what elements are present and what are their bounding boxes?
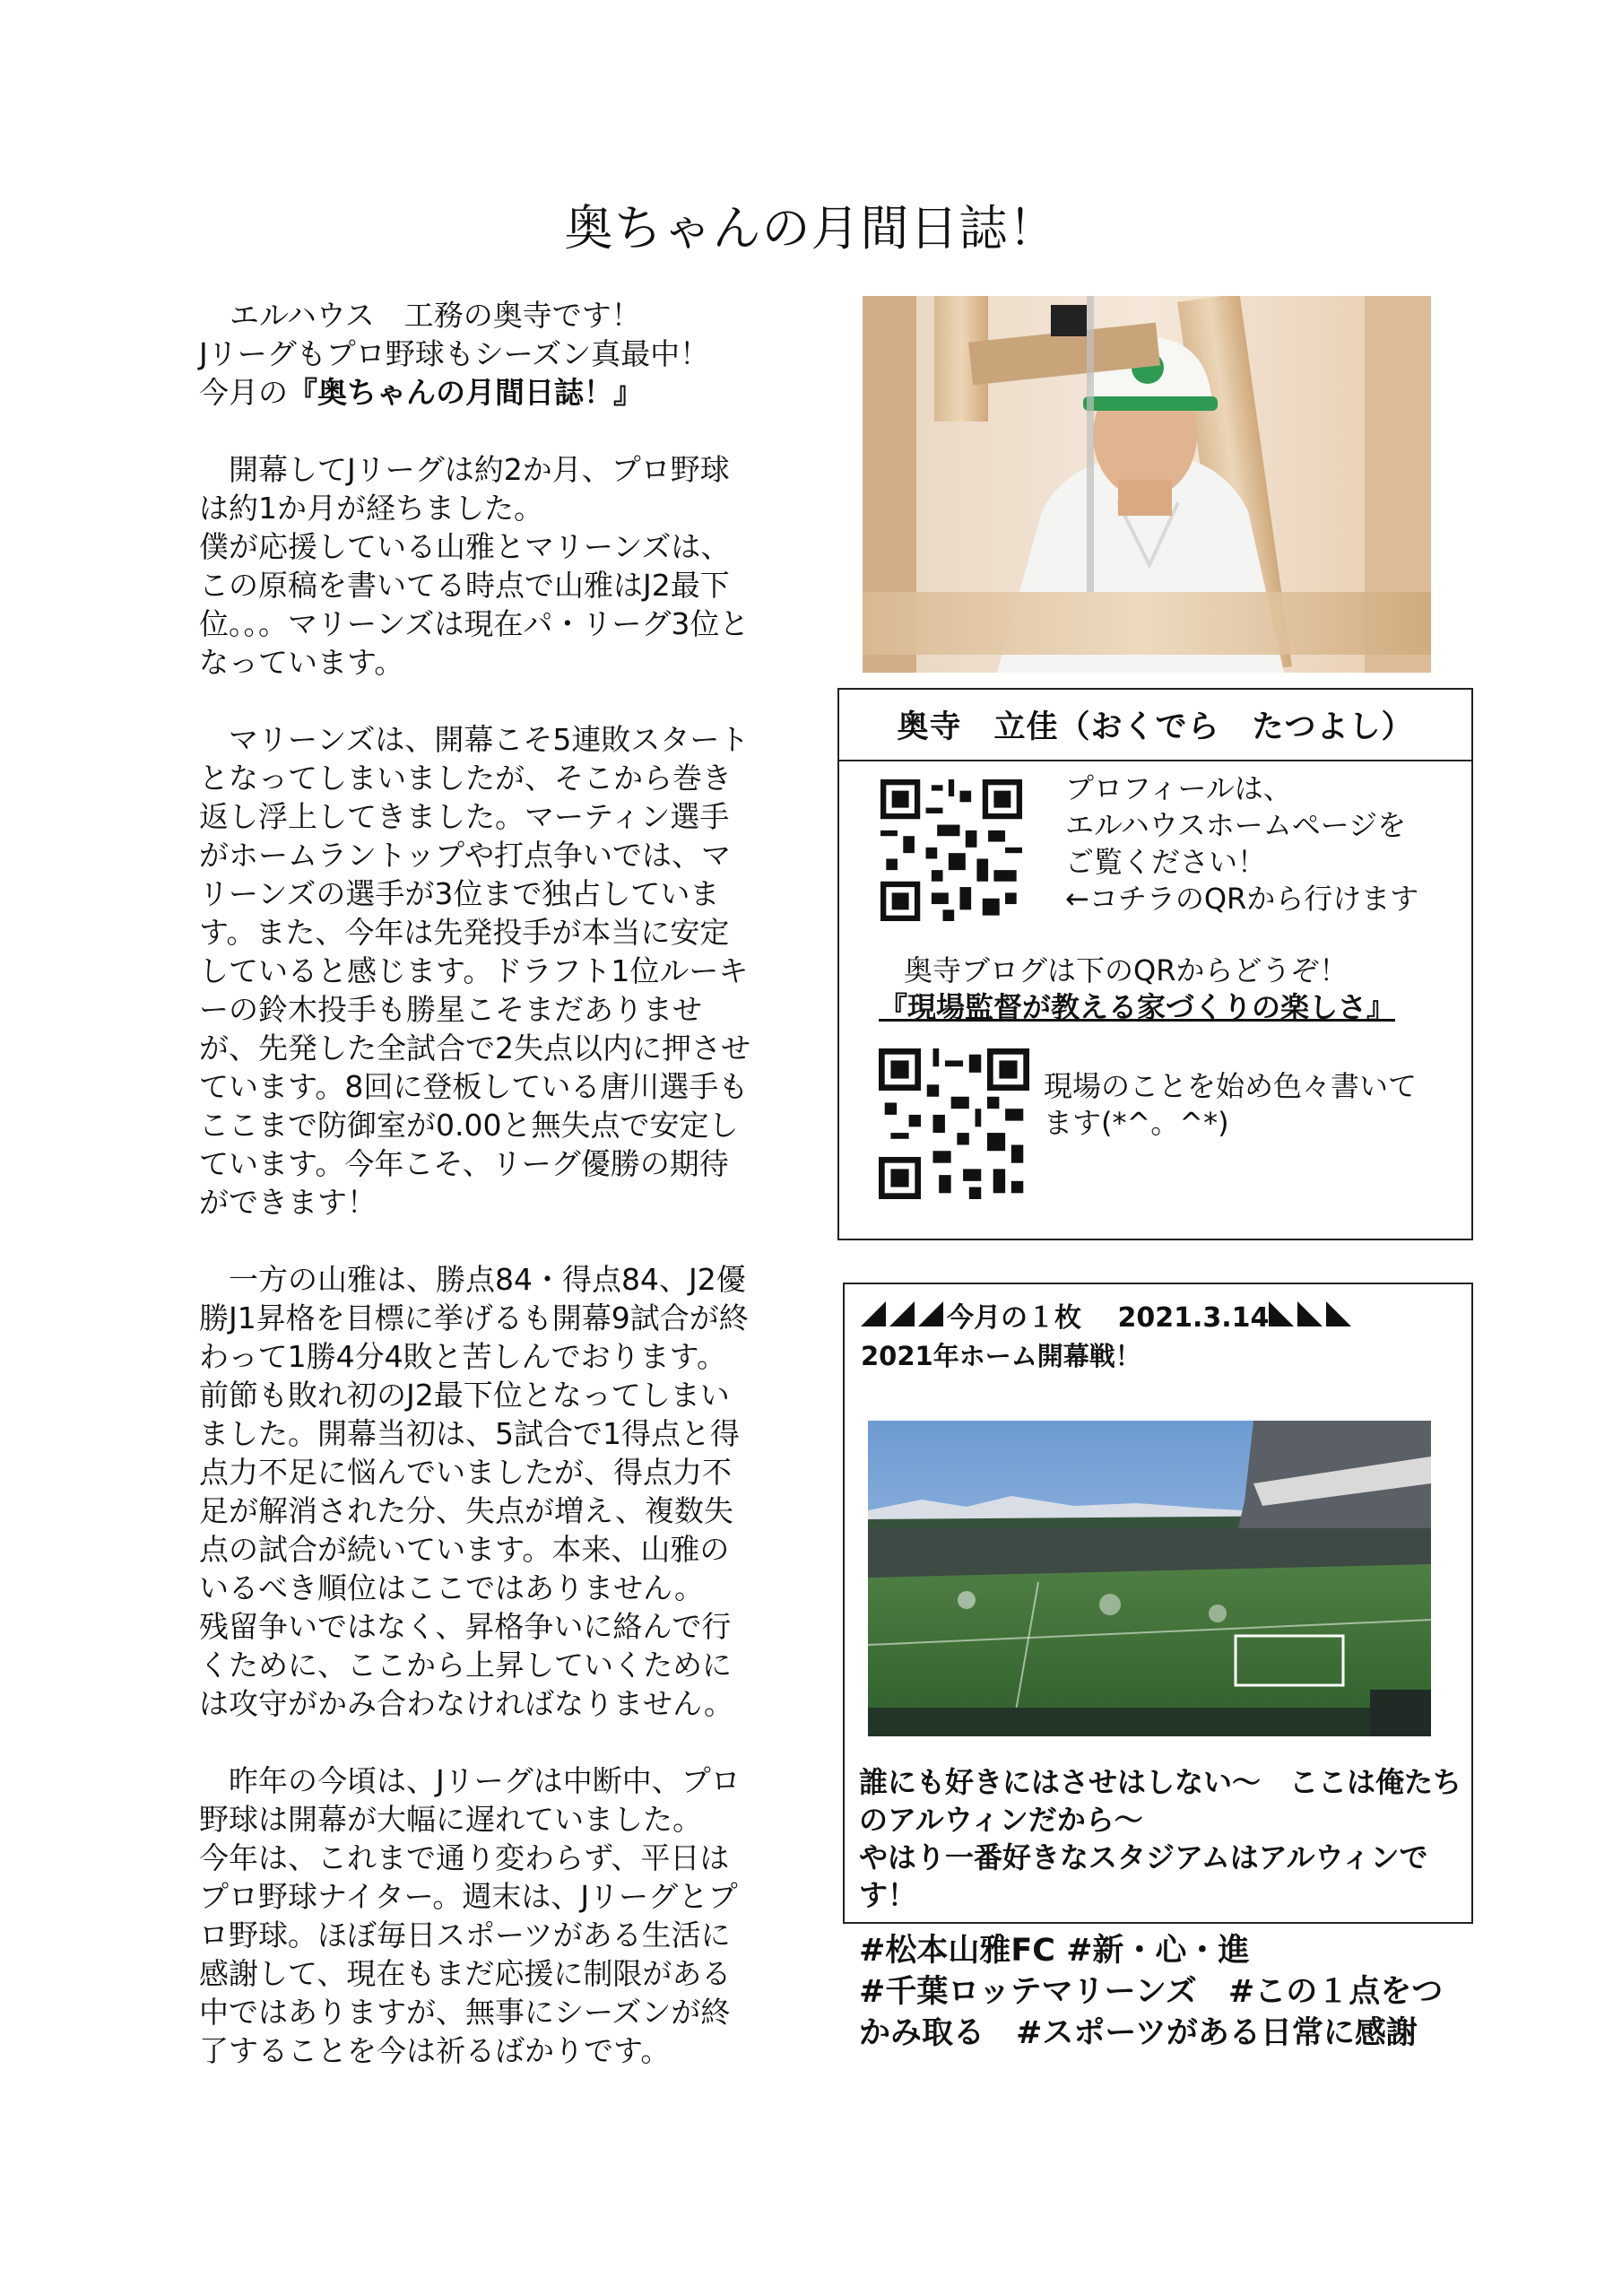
- column-title-bold: 『奥ちゃんの月間日誌！』: [288, 375, 643, 410]
- intro-line-2: Jリーグもプロ野球もシーズン真最中！: [199, 336, 710, 371]
- photo-of-month-heading: 今月の１枚 2021.3.14: [861, 1300, 1355, 1336]
- photo-caption-line: 誰にも好きにはさせはしない～ ここは俺たちのアルウィンだから～: [859, 1765, 1462, 1837]
- hashtag-line: #松本山雅FC #新・心・進: [859, 1933, 1250, 1969]
- profile-text: [1065, 770, 1418, 918]
- triangle-icon: [1269, 1301, 1294, 1326]
- article-paragraph-1b: 僕が応援している山雅とマリーンズは、この原稿を書いてる時点で山雅はJ2最下位。。。マリーンズは現在パ・リーグ3位となっています。: [199, 529, 750, 680]
- stadium-illustration: [868, 1421, 1431, 1736]
- blog-text-line: 現場のことを始め色々書いて: [1044, 1069, 1418, 1103]
- stadium-photo: [868, 1421, 1431, 1736]
- triangle-icon: [1326, 1301, 1351, 1326]
- article-paragraph-1: 開幕してJリーグは約2か月、プロ野球は約1か月が経ちました。: [199, 452, 730, 526]
- photo-of-month-box: [843, 1283, 1473, 1924]
- article-column: [199, 296, 755, 2070]
- blog-title-link[interactable]: 『現場監督が教える家づくりの楽しさ』: [879, 990, 1396, 1024]
- article-paragraph-4b: 今年は、これまで通り変わらず、平日はプロ野球ナイター。週末は、Jリーグとプロ野球。ほぼ毎日スポーツがある生活に感謝して、現在もまだ応援に制限がある中ではありますが、無事にシーズンが終了することを今は祈るばかりです。: [199, 1840, 738, 2068]
- hashtag-line: #千葉ロッテマリーンズ #この１点をつかみ取る #スポーツがある日常に感謝: [859, 1974, 1444, 2051]
- triangle-icon: [1297, 1301, 1323, 1326]
- photo-caption-line: やはり一番好きなスタジアムはアルウィンです！: [859, 1840, 1428, 1912]
- triangle-icon: [918, 1301, 943, 1326]
- profile-box: [837, 688, 1473, 1240]
- blog-qr-code-icon[interactable]: [879, 1048, 1029, 1199]
- portrait-photo: [863, 296, 1431, 673]
- article-paragraph-4: 昨年の今頃は、Jリーグは中断中、プロ野球は開幕が大幅に遅れていました。: [199, 1763, 741, 1837]
- blog-text-line: ます(*^。^*): [1044, 1106, 1229, 1140]
- profile-name: 奥寺 立佳（おくでら たつよし）: [839, 690, 1471, 761]
- intro-line-3: 今月の『奥ちゃんの月間日誌！』: [199, 375, 643, 410]
- profile-text-line: エルハウスホームページを: [1065, 808, 1407, 842]
- intro-line-1: エルハウス 工務の奥寺です！: [230, 298, 641, 333]
- page-title: 奥ちゃんの月間日誌！: [564, 200, 1058, 257]
- triangle-icon: [861, 1301, 886, 1326]
- photo-of-month-subheading: 2021年ホーム開幕戦！: [861, 1341, 1141, 1371]
- profile-text-line: プロフィールは、: [1065, 771, 1292, 805]
- profile-qr-code-icon[interactable]: [880, 779, 1022, 921]
- article-paragraph-2: マリーンズは、開幕こそ5連敗スタートとなってしまいましたが、そこから巻き返し浮上してきました。マーティン選手がホームラントップや打点争いでは、マリーンズの選手が3位まで独占しています。また、今年は先発投手が本当に安定していると感じます。ドラフト1位ルーキーの鈴木投手も勝星こそまだありませが、先発した全試合で2失点以内に押させています。8回に登板している唐川選手もここまで防御室が0.00と無失点で安定しています。今年こそ、リーグ優勝の期待ができます！: [199, 722, 750, 1220]
- article-paragraph-3b: 残留争いではなく、昇格争いに絡んで行くために、ここから上昇していくためには攻守がかみ合わなければなりません。: [199, 1609, 733, 1721]
- triangle-icon: [889, 1301, 915, 1326]
- photo-caption: [859, 1763, 1469, 1914]
- blog-intro: [879, 952, 1395, 1026]
- blog-intro-text: 奥寺ブログは下のQRからどうぞ！: [904, 953, 1349, 987]
- portrait-illustration: [863, 296, 1431, 673]
- profile-text-line: ご覧ください！: [1065, 845, 1267, 879]
- article-paragraph-3: 一方の山雅は、勝点84・得点84、J2優勝J1昇格を目標に挙げるも開幕9試合が終わって1勝4分4敗と苦しんでおります。前節も敗れ初のJ2最下位となってしまいました。開幕当初は、5試合で1得点と得点力不足に悩んでいましたが、得点力不足が解消された分、失点が増え、複数失点の試合が続いています。本来、山雅のいるべき順位はここではありません。: [199, 1262, 749, 1605]
- blog-text: [1044, 1068, 1417, 1142]
- profile-text-line: ←コチラのQRから行けます: [1065, 882, 1419, 916]
- hashtags: [859, 1930, 1451, 2054]
